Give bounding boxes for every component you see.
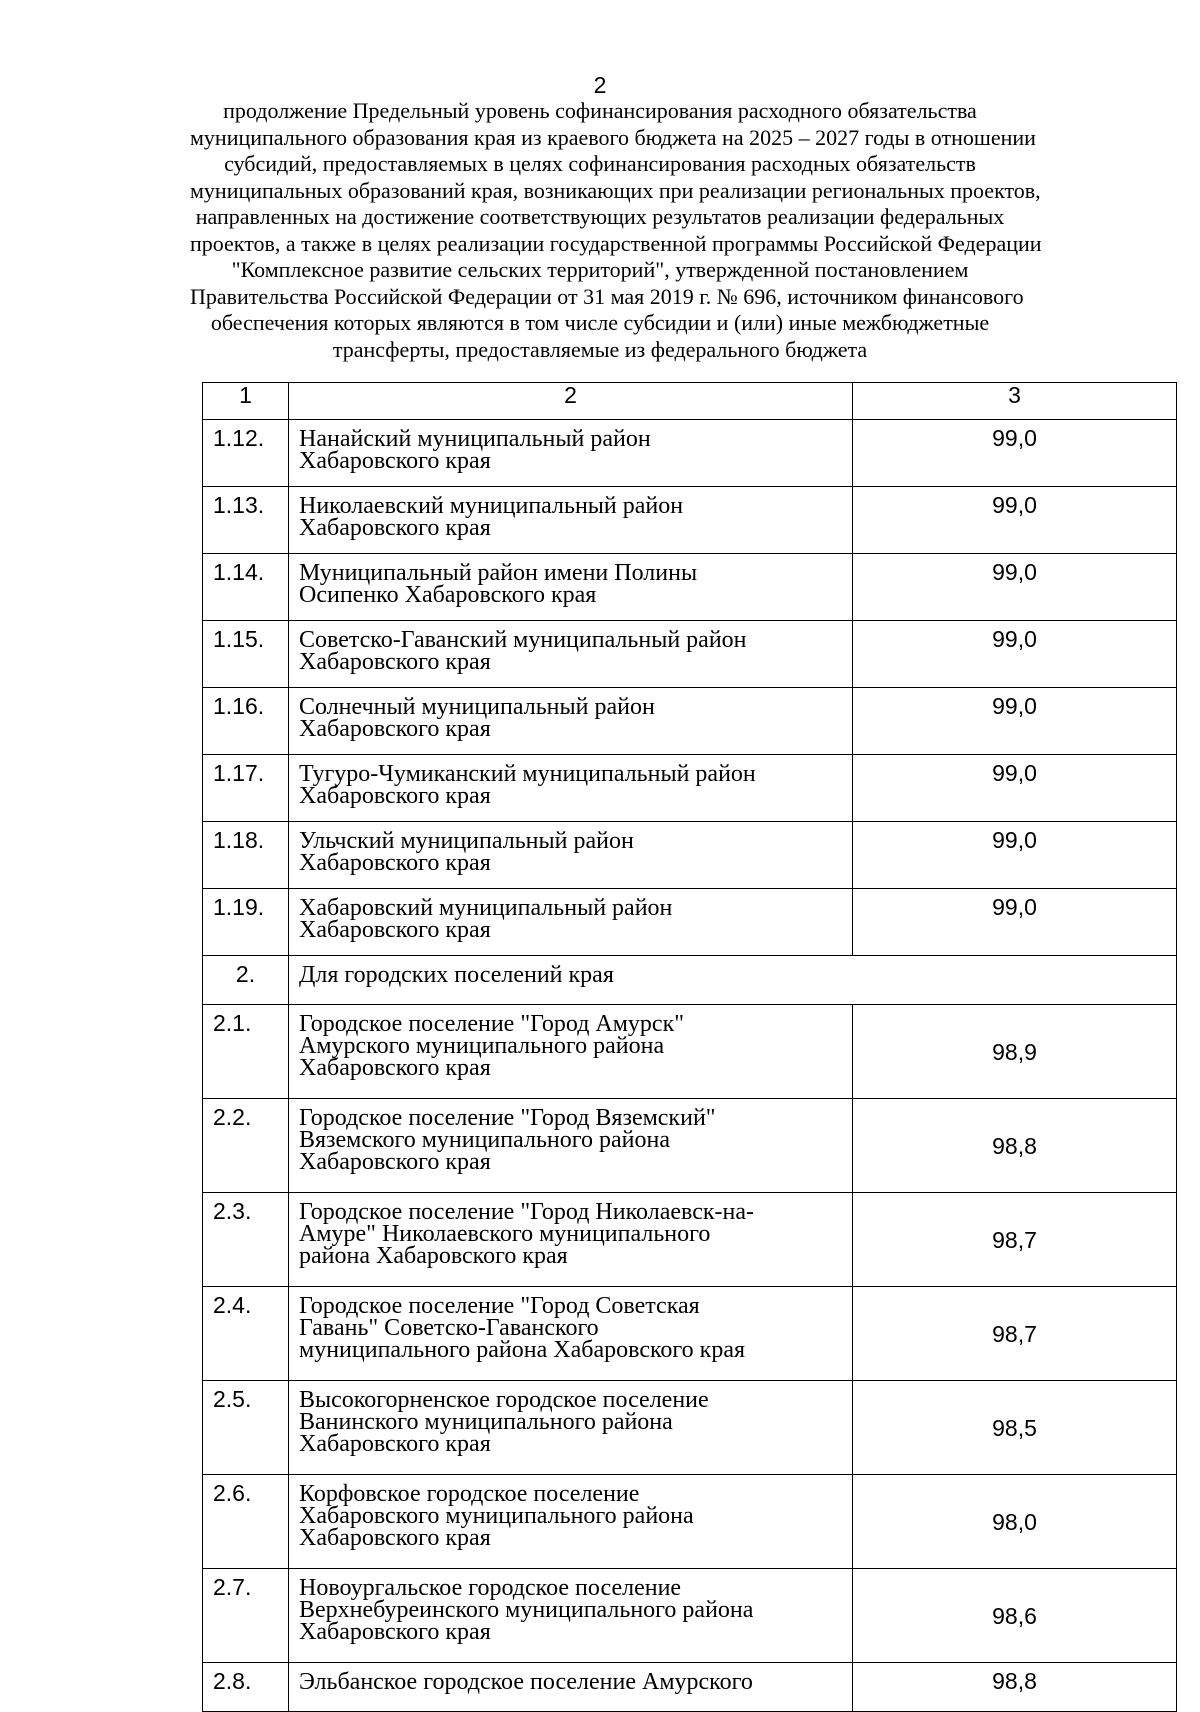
table-row [203,487,1177,554]
name-line: Для городских поселений края [299,962,614,988]
municipality-name [289,956,1177,1005]
row-number: 2.8. [203,1663,289,1712]
heading-line: муниципального образования края из краевого бюджета на 2025 – 2027 годы в отношении [190,124,1036,150]
municipality-name [289,554,853,621]
heading-line: направленных на достижение соответствующих результатов реализации федеральных [195,204,1005,229]
cofinancing-level-value: 99,0 [853,420,1177,487]
cofinancing-level-value: 98,7 [853,1287,1177,1381]
table-row [203,822,1177,889]
name-line: Николаевский муниципальный район [299,493,684,519]
name-line: Хабаровского края [299,1149,491,1175]
table-row [203,889,1177,956]
municipality-name [289,420,853,487]
municipality-name [289,1475,853,1569]
name-line: Хабаровского края [299,783,491,809]
cofinancing-level-value: 99,0 [853,822,1177,889]
cofinancing-table [202,382,1177,1712]
name-line: Верхнебуреинского муниципального района [299,1597,754,1623]
table-row [203,1569,1177,1663]
municipality-name [289,1381,853,1475]
column-header: 2 [289,383,853,420]
table-header-row [203,383,1177,420]
section-row [203,956,1177,1005]
name-line: Советско-Гаванский муниципальный район [299,627,747,653]
row-number: 1.17. [203,755,289,822]
row-number: 2. [203,956,289,1005]
cofinancing-level-value: 99,0 [853,621,1177,688]
municipality-name [289,1005,853,1099]
name-line: Ванинского муниципального района [299,1409,673,1435]
cofinancing-level-value: 98,8 [853,1663,1177,1712]
table-row [203,554,1177,621]
name-line: Городское поселение "Город Советская [299,1293,700,1319]
name-line: Амурского муниципального района [299,1033,665,1059]
page-number: 2 [593,72,607,98]
name-line: Хабаровского края [299,1619,491,1645]
row-number: 1.19. [203,889,289,956]
name-line: Хабаровского муниципального района [299,1503,694,1529]
name-line: Хабаровского края [299,515,491,541]
heading-line: продолжение Предельный уровень софинансирования расходного обязательства [223,98,977,123]
heading-line: обеспечения которых являются в том числе субсидии и (или) иные межбюджетные [210,310,990,335]
name-line: муниципального района Хабаровского края [299,1337,746,1363]
row-number: 2.4. [203,1287,289,1381]
table-row [203,1287,1177,1381]
municipality-name [289,1663,853,1712]
name-line: Хабаровского края [299,716,491,742]
table-row [203,1381,1177,1475]
name-line: Вяземского муниципального района [299,1127,670,1153]
heading-line: "Комплексное развитие сельских территорий", утвержденной постановлением [231,257,969,282]
cofinancing-level-value: 99,0 [853,554,1177,621]
name-line: Хабаровский муниципальный район [299,895,673,921]
heading-line: Правительства Российской Федерации от 31 мая 2019 г. № 696, источником финансового [190,283,1024,309]
name-line: Корфовское городское поселение [299,1481,640,1507]
name-line: Городское поселение "Город Вяземский" [299,1105,716,1131]
name-line: Нанайский муниципальный район [299,426,651,452]
column-header: 3 [853,383,1177,420]
column-header: 1 [203,383,289,420]
municipality-name [289,1099,853,1193]
cofinancing-level-value: 98,8 [853,1099,1177,1193]
table-row [203,621,1177,688]
table-row [203,1663,1177,1712]
heading-line: проектов, а также в целях реализации государственной программы Российской Федерации [190,230,1042,256]
row-number: 2.3. [203,1193,289,1287]
row-number: 1.12. [203,420,289,487]
municipality-name [289,621,853,688]
municipality-name [289,889,853,956]
name-line: Хабаровского края [299,1525,491,1551]
row-number: 2.6. [203,1475,289,1569]
name-line: Осипенко Хабаровского края [299,582,597,608]
municipality-name [289,755,853,822]
row-number: 1.13. [203,487,289,554]
name-line: Хабаровского края [299,448,491,474]
cofinancing-level-value: 99,0 [853,688,1177,755]
table-row [203,1099,1177,1193]
row-number: 2.5. [203,1381,289,1475]
table-row [203,420,1177,487]
name-line: района Хабаровского края [299,1243,568,1269]
cofinancing-level-value: 98,0 [853,1475,1177,1569]
table-row [203,755,1177,822]
name-line: Хабаровского края [299,1431,491,1457]
name-line: Новоургальское городское поселение [299,1575,682,1601]
row-number: 2.1. [203,1005,289,1099]
name-line: Эльбанское городское поселение Амурского [299,1669,753,1695]
municipality-name [289,688,853,755]
row-number: 1.14. [203,554,289,621]
row-number: 2.2. [203,1099,289,1193]
name-line: Хабаровского края [299,1055,491,1081]
name-line: Хабаровского края [299,850,491,876]
table-row [203,688,1177,755]
name-line: Хабаровского края [299,917,491,943]
cofinancing-level-value: 98,7 [853,1193,1177,1287]
name-line: Амуре" Николаевского муниципального [299,1221,711,1247]
name-line: Городское поселение "Город Николаевск-на- [299,1199,754,1225]
document-heading [190,98,1042,363]
table-row [203,1005,1177,1099]
table-row [203,1475,1177,1569]
heading-line: муниципальных образований края, возникающих при реализации региональных проектов, [190,177,1041,203]
heading-line: субсидий, предоставляемых в целях софинансирования расходных обязательств [224,151,976,176]
name-line: Ульчский муниципальный район [299,828,634,854]
municipality-name [289,487,853,554]
heading-line: трансферты, предоставляемые из федерального бюджета [332,336,868,362]
row-number: 1.15. [203,621,289,688]
row-number: 2.7. [203,1569,289,1663]
name-line: Высокогорненское городское поселение [299,1387,709,1413]
municipality-name [289,1287,853,1381]
cofinancing-level-value: 99,0 [853,889,1177,956]
municipality-name [289,1569,853,1663]
name-line: Городское поселение "Город Амурск" [299,1011,685,1037]
municipality-name [289,822,853,889]
name-line: Гавань" Советско-Гаванского [299,1315,599,1341]
municipality-name [289,1193,853,1287]
row-number: 1.16. [203,688,289,755]
name-line: Муниципальный район имени Полины [299,560,698,586]
cofinancing-level-value: 99,0 [853,487,1177,554]
table-row [203,1193,1177,1287]
cofinancing-level-value: 98,9 [853,1005,1177,1099]
cofinancing-level-value: 99,0 [853,755,1177,822]
cofinancing-level-value: 98,5 [853,1381,1177,1475]
name-line: Хабаровского края [299,649,491,675]
name-line: Тугуро-Чумиканский муниципальный район [299,761,756,787]
cofinancing-level-value: 98,6 [853,1569,1177,1663]
row-number: 1.18. [203,822,289,889]
name-line: Солнечный муниципальный район [299,694,655,720]
